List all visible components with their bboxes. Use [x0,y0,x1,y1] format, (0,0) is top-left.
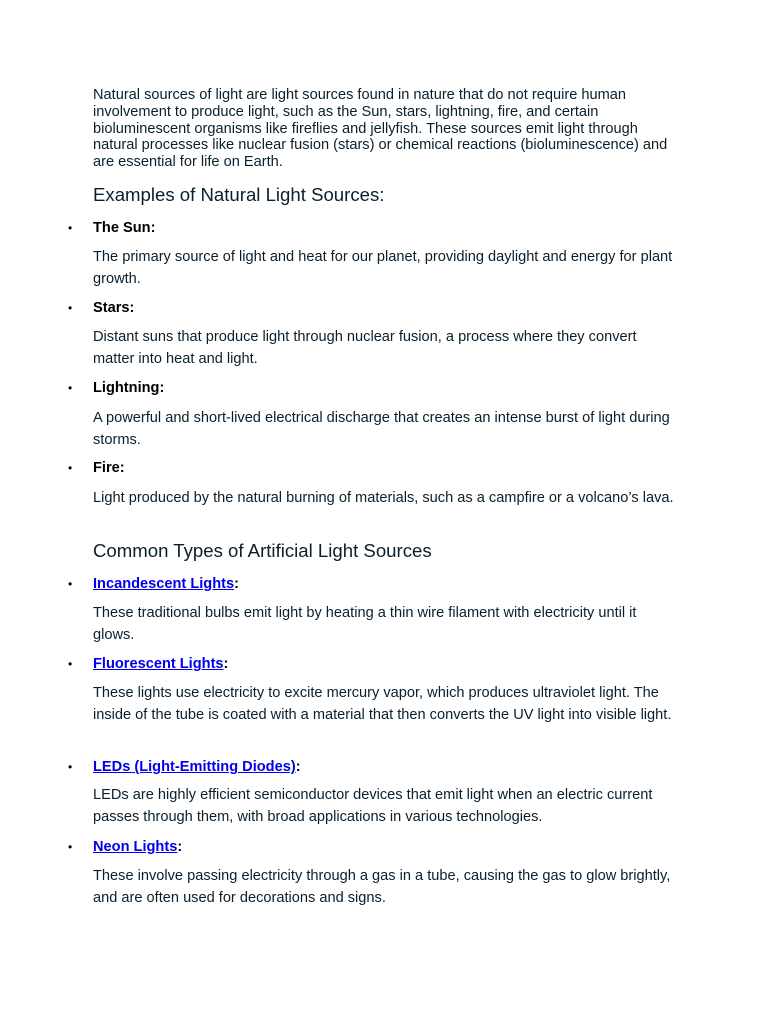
list-item [0,458,768,478]
item-description: Distant suns that produce light through nuclear fusion, a process where they convert matter into heat and light. [93,329,637,367]
list-item [0,757,768,777]
neon-lights-link[interactable]: Neon Lights [93,839,178,855]
list-item [0,218,768,238]
list-item [0,574,768,594]
artificial-sources-heading: Common Types of Artificial Light Sources [93,540,432,561]
item-label-stars: Stars: [93,300,135,316]
bullet-icon: • [68,461,73,475]
list-item [0,378,768,398]
item-description: These lights use electricity to excite mercury vapor, which produces ultraviolet light. The inside of the tube is coated with a material that then converts the UV light into visible light. [93,685,672,723]
list-item [0,837,768,857]
bullet-icon: • [68,381,73,395]
item-label [93,837,182,857]
natural-sources-heading: Examples of Natural Light Sources: [93,184,385,205]
item-label-lightning: Lightning: [93,380,165,396]
item-label [93,654,228,674]
label-colon: : [295,759,301,775]
list-item [0,654,768,674]
item-description: LEDs are highly efficient semiconductor devices that emit light when an electric current passes through them, with broad applications in various technologies. [93,787,653,825]
fluorescent-lights-link[interactable]: Fluorescent Lights [93,656,224,672]
list-item [0,298,768,318]
item-description: Light produced by the natural burning of materials, such as a campfire or a volcano’s lava. [93,490,674,506]
incandescent-lights-link[interactable]: Incandescent Lights [93,576,235,592]
label-colon: : [177,839,183,855]
item-description: These involve passing electricity through a gas in a tube, causing the gas to glow brightly, and are often used for decorations and signs. [93,868,671,906]
bullet-icon: • [68,840,73,854]
bullet-icon: • [68,301,73,315]
intro-paragraph: Natural sources of light are light sources found in nature that do not require human involvement to produce light, such as the Sun, stars, lightning, fire, and certain bioluminescent organisms like fireflies and jellyfish. These sources emit light through natural processes like nuclear fusion (stars) or chemical reactions (bioluminescence) and are essential for life on Earth. [93,87,668,171]
item-label [93,757,301,777]
item-description: A powerful and short-lived electrical discharge that creates an intense burst of light during storms. [93,410,670,448]
leds-link[interactable]: LEDs (Light-Emitting Diodes) [93,759,296,775]
bullet-icon: • [68,657,73,671]
bullet-icon: • [68,577,73,591]
item-label [93,574,239,594]
item-description: The primary source of light and heat for our planet, providing daylight and energy for plant growth. [93,249,673,287]
label-colon: : [234,576,239,592]
item-label-fire: Fire: [93,460,125,476]
label-colon: : [223,656,229,672]
item-description: These traditional bulbs emit light by heating a thin wire filament with electricity until it glows. [93,605,637,643]
bullet-icon: • [68,760,73,774]
bullet-icon: • [68,221,73,235]
item-label-sun: The Sun: [93,220,156,236]
